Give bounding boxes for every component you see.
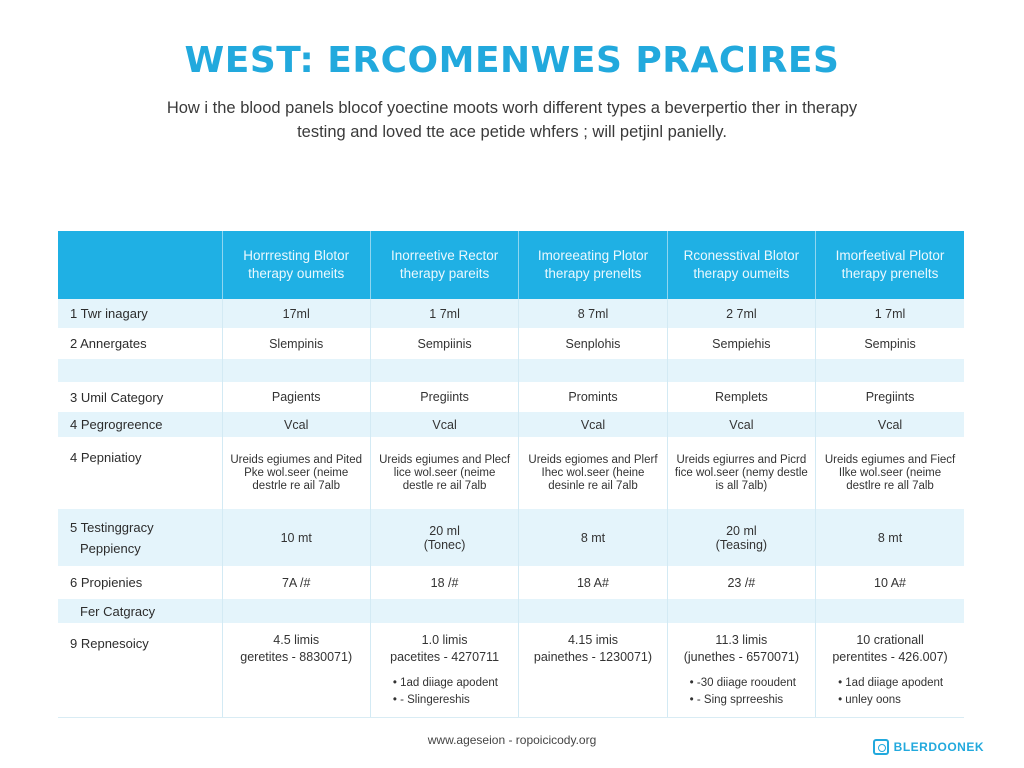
cell-value: 1.0 limis bbox=[421, 633, 468, 647]
table-row bbox=[58, 328, 964, 359]
bullet-item: • unley oons bbox=[838, 694, 901, 706]
footer-divider bbox=[58, 717, 964, 718]
cell-value: 10 crationall bbox=[856, 633, 924, 647]
table-row-spacer bbox=[58, 359, 964, 382]
row-label: 6 Propienies bbox=[70, 575, 143, 590]
table-cell bbox=[667, 599, 815, 623]
cell-detail: perentites - 426.007) bbox=[832, 650, 948, 664]
table-cell: Vcal bbox=[222, 412, 370, 437]
cell-value: 8 mt bbox=[877, 530, 903, 545]
table-cell: Sempiehis bbox=[667, 328, 815, 359]
table-cell: Ureids egiomes and Plerf Ihec wol.seer (heine desinle re ail 7alb bbox=[519, 437, 667, 509]
cell-bullets bbox=[377, 675, 512, 709]
bullet-item: • - Slingereshis bbox=[392, 694, 470, 706]
table-row bbox=[58, 437, 964, 509]
comparison-table bbox=[58, 231, 964, 717]
table-cell: Remplets bbox=[667, 382, 815, 412]
table-cell: Slempinis bbox=[222, 328, 370, 359]
table-cell: 8 7ml bbox=[519, 299, 667, 328]
table-cell: 2 7ml bbox=[667, 299, 815, 328]
cell-value: 20 ml bbox=[429, 523, 460, 538]
bullet-item: • -30 diiage rooudent bbox=[689, 677, 796, 689]
row-label bbox=[58, 359, 222, 382]
brand-logo bbox=[873, 739, 984, 755]
bullet-item: • - Sing sprreeshis bbox=[689, 694, 784, 706]
table-cell bbox=[816, 359, 964, 382]
table-cell: Ureids egiumes and Fiecf Ilke wol.seer (neime destlre re all 7alb bbox=[816, 437, 964, 509]
row-label bbox=[58, 599, 222, 623]
table-cell: 18 /# bbox=[370, 566, 518, 599]
table-row bbox=[58, 566, 964, 599]
table-header-row bbox=[58, 231, 964, 299]
row-label: 4 Pegrogreence bbox=[58, 412, 222, 437]
table-cell bbox=[222, 359, 370, 382]
header-cell: Rconesstival Blotor therapy oumeits bbox=[667, 231, 815, 299]
table-cell: Vcal bbox=[370, 412, 518, 437]
cell-value: 4.15 imis bbox=[567, 633, 618, 647]
table-cell bbox=[816, 623, 964, 717]
row-label: 2 Annergates bbox=[70, 336, 147, 351]
table-cell bbox=[667, 509, 815, 566]
cell-detail: geretites - 8830071) bbox=[240, 650, 353, 664]
table-cell bbox=[370, 599, 518, 623]
table-cell bbox=[816, 509, 964, 566]
row-label-line-2: Peppiency bbox=[80, 540, 141, 556]
table-cell: Senplohis bbox=[519, 328, 667, 359]
table-cell: 1 7ml bbox=[816, 299, 964, 328]
cell-value: 10 mt bbox=[280, 530, 312, 545]
table-cell: Pagients bbox=[222, 382, 370, 412]
table-row bbox=[58, 623, 964, 717]
cell-value: 11.3 limis bbox=[715, 633, 768, 647]
cell-value: 20 ml bbox=[726, 523, 757, 538]
page-title: WEST: ERCOMENWES PRACIRES bbox=[184, 40, 840, 81]
table-cell: Ureids egiumes and Pited Pke wol.seer (neime destrle re ail 7alb bbox=[222, 437, 370, 509]
table-cell: Vcal bbox=[519, 412, 667, 437]
table-cell: Vcal bbox=[816, 412, 964, 437]
header-cell-empty bbox=[58, 231, 222, 299]
bullet-item: • 1ad diiage apodent bbox=[392, 677, 498, 689]
subtitle-line-2: testing and loved tte ace petide whfers ; will petjinl panielly. bbox=[297, 123, 727, 141]
table-row bbox=[58, 509, 964, 566]
table-cell bbox=[519, 359, 667, 382]
table-row bbox=[58, 412, 964, 437]
table-cell: Pregiints bbox=[816, 382, 964, 412]
row-label: 3 Umil Category bbox=[70, 389, 164, 405]
table-row bbox=[58, 299, 964, 328]
row-label bbox=[58, 509, 222, 566]
table-cell bbox=[222, 509, 370, 566]
table-cell bbox=[370, 509, 518, 566]
table-cell: 7A /# bbox=[222, 566, 370, 599]
brand-name: BLERDOONEK bbox=[893, 740, 984, 754]
table-cell bbox=[519, 509, 667, 566]
cell-note: (Teasing) bbox=[715, 537, 768, 552]
row-label: 9 Repnesoicy bbox=[70, 636, 149, 651]
table-cell: 23 /# bbox=[667, 566, 815, 599]
table-cell bbox=[222, 599, 370, 623]
table-cell: 18 A# bbox=[519, 566, 667, 599]
row-label-text: Fer Catgracy bbox=[80, 603, 156, 619]
row-label: 4 Pepniatioy bbox=[70, 450, 142, 465]
table-cell bbox=[519, 599, 667, 623]
logo-icon bbox=[873, 739, 889, 755]
cell-bullets bbox=[674, 675, 809, 709]
footer-url[interactable]: www.ageseion - ropoicicody.org bbox=[427, 733, 597, 747]
cell-bullets bbox=[822, 675, 958, 709]
table-cell: Ureids egiumes and Plecf lice wol.seer (neime destle re ail 7alb bbox=[370, 437, 518, 509]
page-subtitle bbox=[140, 96, 884, 144]
table-cell bbox=[519, 623, 667, 717]
table-cell: Vcal bbox=[667, 412, 815, 437]
cell-value: 4.5 limis bbox=[273, 633, 320, 647]
table-cell: Sempiinis bbox=[370, 328, 518, 359]
table-cell: 17ml bbox=[222, 299, 370, 328]
cell-detail: painethes - 1230071) bbox=[533, 650, 653, 664]
table-cell: Ureids egiurres and Picrd fice wol.seer (nemy destle is all 7alb) bbox=[667, 437, 815, 509]
table-cell bbox=[370, 623, 518, 717]
table-cell bbox=[816, 599, 964, 623]
table-cell bbox=[222, 623, 370, 717]
table-row bbox=[58, 382, 964, 412]
table-cell bbox=[667, 359, 815, 382]
header-cell: Horrresting Blotor therapy oumeits bbox=[222, 231, 370, 299]
table-row bbox=[58, 599, 964, 623]
table-cell: Promints bbox=[519, 382, 667, 412]
bullet-item: • 1ad diiage apodent bbox=[838, 677, 944, 689]
header-cell: Imoreeating Plotor therapy prenelts bbox=[519, 231, 667, 299]
cell-detail: pacetites - 4270711 bbox=[390, 650, 500, 664]
table-cell: 10 A# bbox=[816, 566, 964, 599]
row-label-line-1: 5 Testinggracy bbox=[70, 519, 154, 535]
cell-value: 8 mt bbox=[580, 530, 606, 545]
table-cell: Pregiints bbox=[370, 382, 518, 412]
table-cell: Sempinis bbox=[816, 328, 964, 359]
table-cell bbox=[667, 623, 815, 717]
subtitle-line-1: How i the blood panels blocof yoectine moots worh different types a beverpertio ther in therapy bbox=[166, 99, 858, 117]
header-cell: Imorfeetival Plotor therapy prenelts bbox=[816, 231, 964, 299]
row-label: 1 Twr inagary bbox=[58, 299, 222, 328]
table-cell bbox=[370, 359, 518, 382]
header-cell: Inorreetive Rector therapy pareits bbox=[370, 231, 518, 299]
cell-detail: (junethes - 6570071) bbox=[683, 650, 800, 664]
table-cell: 1 7ml bbox=[370, 299, 518, 328]
cell-note: (Tonec) bbox=[423, 537, 466, 552]
